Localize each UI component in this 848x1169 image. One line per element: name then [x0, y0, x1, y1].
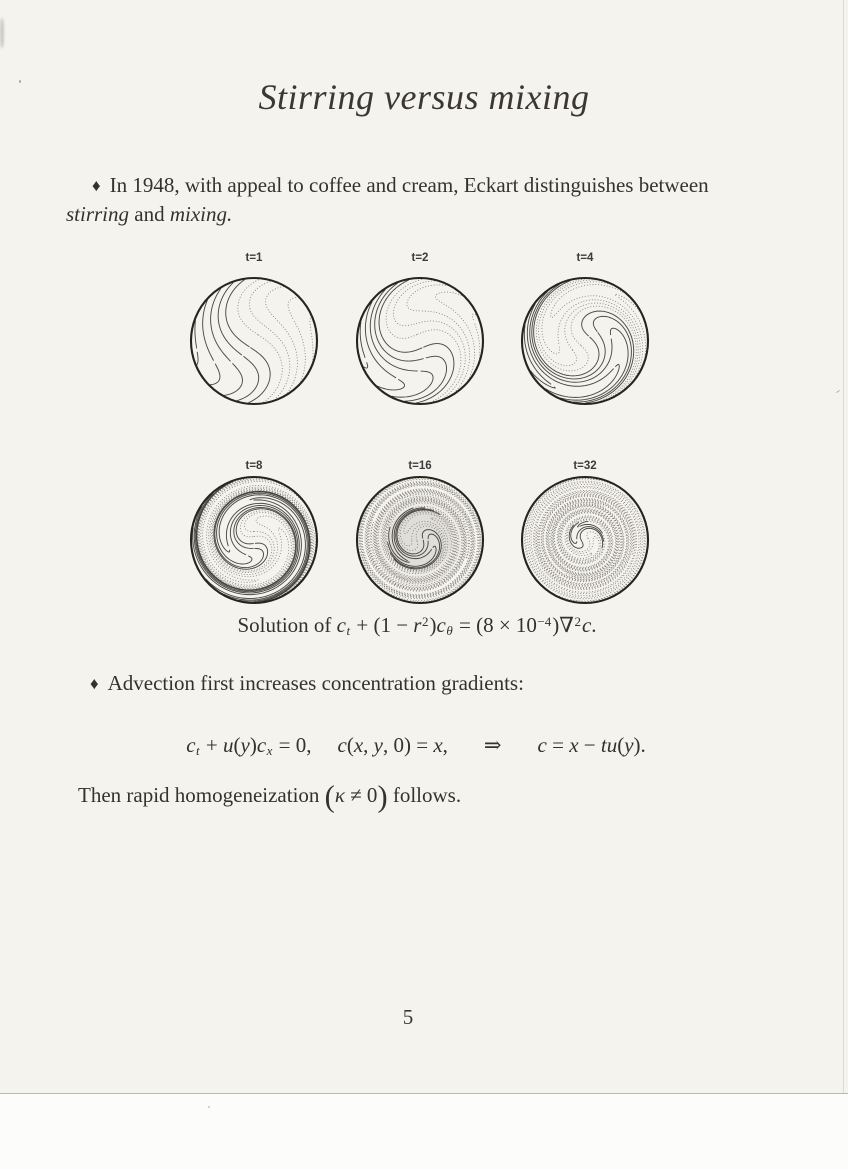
text-run: ,	[363, 733, 374, 757]
panel-label-t2: t=2	[411, 252, 429, 264]
text-run: y	[624, 733, 634, 757]
contours	[193, 478, 316, 602]
text-run: c	[336, 613, 346, 637]
stirring-disk-t8	[179, 465, 329, 615]
panel-label-t4: t=4	[576, 252, 594, 264]
bullet1-text: In 1948, with appeal to coffee and cream, Eckart distinguishes between	[109, 173, 709, 197]
text-run: = (8 × 10	[453, 613, 537, 637]
diamond-bullet-icon: ♦	[90, 673, 99, 693]
text-run: c	[186, 733, 196, 757]
diamond-bullet-icon: ♦	[92, 175, 101, 195]
text-run: and	[129, 202, 170, 226]
text-run: ⇒	[483, 733, 502, 757]
text-run: (	[324, 779, 335, 814]
text-run: y	[240, 733, 250, 757]
text-run: 2	[574, 613, 581, 629]
text-run: θ	[446, 623, 453, 639]
text-run: x	[353, 733, 364, 757]
text-run: )	[429, 613, 437, 637]
text-run: c	[581, 613, 592, 637]
text-run: t	[346, 623, 351, 639]
text-run: x	[266, 743, 273, 759]
disk-boundary	[191, 477, 317, 603]
text-run: +	[200, 733, 223, 757]
scan-speck	[19, 80, 21, 83]
scan-speck	[208, 1106, 210, 1108]
scan-smudge	[0, 18, 4, 48]
panel-label-t8: t=8	[245, 460, 263, 472]
text-run: follows.	[387, 783, 462, 807]
text-run: r	[413, 613, 422, 637]
text-run: + (1 −	[351, 613, 414, 637]
text-run: 2	[421, 613, 429, 629]
text-run: c	[337, 733, 347, 757]
text-run: κ	[334, 783, 345, 807]
panel-label-t16: t=16	[408, 460, 432, 472]
text-run: c	[436, 613, 446, 637]
text-run: x	[433, 733, 443, 757]
text-run: −4	[537, 613, 552, 629]
stirring-disk-t16	[345, 465, 495, 615]
text-run: c	[256, 733, 267, 757]
bullet1-line2	[66, 202, 232, 227]
figure-caption	[0, 613, 834, 639]
panel-label-t1: t=1	[245, 252, 263, 264]
text-run: mixing.	[169, 202, 233, 226]
contours	[195, 279, 313, 403]
page-number: 5	[402, 1005, 414, 1029]
scan-edge-line	[843, 0, 844, 1093]
stirring-disk-t1	[179, 266, 329, 416]
text-run: Then rapid homogeneization	[78, 783, 325, 807]
text-run: c	[537, 733, 547, 757]
bullet1-line1	[92, 173, 709, 198]
text-run: x	[569, 733, 579, 757]
bullet2-line	[90, 671, 524, 696]
text-run: t	[196, 743, 200, 759]
text-run: Solution of	[237, 613, 337, 637]
text-run: )	[377, 779, 388, 814]
text-run: )∇	[552, 613, 574, 637]
contours	[524, 279, 645, 403]
text-run: (	[233, 733, 241, 757]
contours	[360, 279, 480, 403]
contours	[525, 478, 646, 601]
stirring-disk-t32	[510, 465, 660, 615]
stirring-disk-t4	[510, 266, 660, 416]
closing-line	[78, 779, 462, 814]
panel-label-t32: t=32	[573, 460, 597, 472]
text-run: y	[373, 733, 383, 757]
text-run: =	[546, 733, 570, 757]
stirring-disk-t2	[345, 266, 495, 416]
bullet2-text: Advection first increases concentration gradients:	[107, 671, 524, 695]
disk-boundary	[357, 278, 483, 404]
text-run: tu	[600, 733, 618, 757]
text-run: ,	[442, 733, 448, 757]
text-run: = 0,	[273, 733, 312, 757]
text-run: .	[591, 613, 597, 637]
scan-speck	[836, 390, 840, 393]
text-run: −	[578, 733, 601, 757]
disk-boundary	[191, 278, 317, 404]
page-title: Stirring versus mixing	[258, 77, 590, 117]
text-run: ≠ 0	[344, 783, 378, 807]
text-run: ).	[633, 733, 646, 757]
advection-equation	[0, 733, 832, 759]
text-run: stirring	[66, 202, 130, 226]
text-run: u	[222, 733, 234, 757]
text-run: , 0) =	[383, 733, 434, 757]
text-run: )	[249, 733, 257, 757]
text-run: (	[617, 733, 625, 757]
text-run: (	[346, 733, 354, 757]
